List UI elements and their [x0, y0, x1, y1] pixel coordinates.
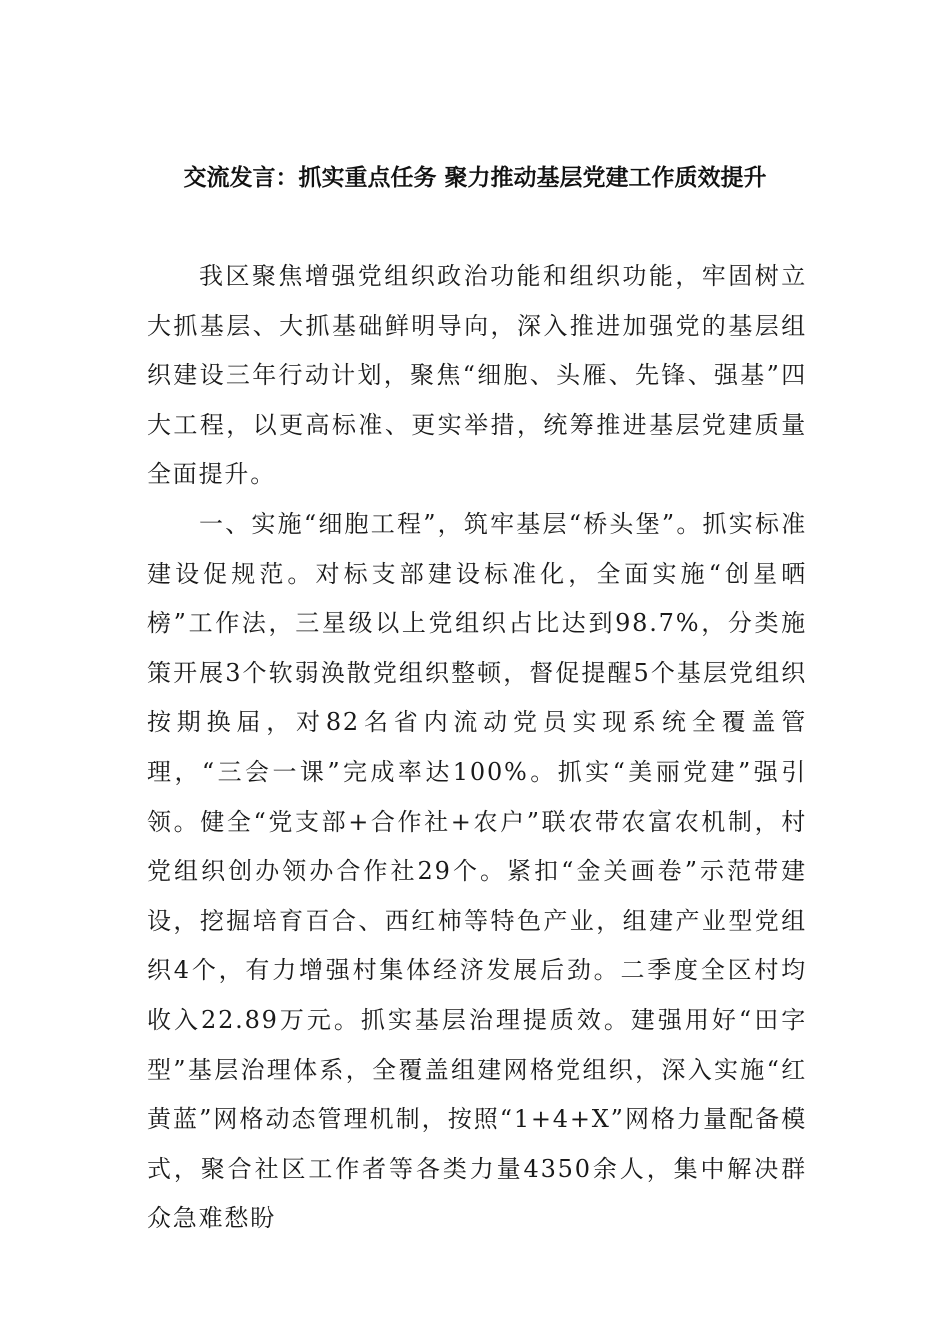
- paragraph-cell-project: 一、实施“细胞工程”，筑牢基层“桥头堡”。抓实标准建设促规范。对标支部建设标准化，全面实施“创星晒榜”工作法，三星级以上党组织占比达到98.7%，分类施策开展3个软弱涣散党组织整顿，督促提醒5个基层党组织按期换届，对82名省内流动党员实现系统全覆盖管理，“三会一课”完成率达100%。抓实“美丽党建”强引领。健全“党支部+合作社+农户”联农带农富农机制，村党组织创办领办合作社29个。紧扣“金关画卷”示范带建设，挖掘培育百合、西红柿等特色产业，组建产业型党组织4个，有力增强村集体经济发展后劲。二季度全区村均收入22.89万元。抓实基层治理提质效。建强用好“田字型”基层治理体系，全覆盖组建网格党组织，深入实施“红黄蓝”网格动态管理机制，按照“1+4+X”网格力量配备模式，聚合社区工作者等各类力量4350余人，集中解决群众急难愁盼: [147, 509, 807, 1233]
- paragraph-intro: 我区聚焦增强党组织政治功能和组织功能，牢固树立大抓基层、大抓基础鲜明导向，深入推进加强党的基层组织建设三年行动计划，聚焦“细胞、头雁、先锋、强基”四大工程，以更高标准、更实举措，统筹推进基层党建质量全面提升。: [147, 262, 807, 489]
- document-title: 交流发言：抓实重点任务 聚力推动基层党建工作质效提升: [183, 165, 767, 191]
- document-body: [147, 252, 807, 1244]
